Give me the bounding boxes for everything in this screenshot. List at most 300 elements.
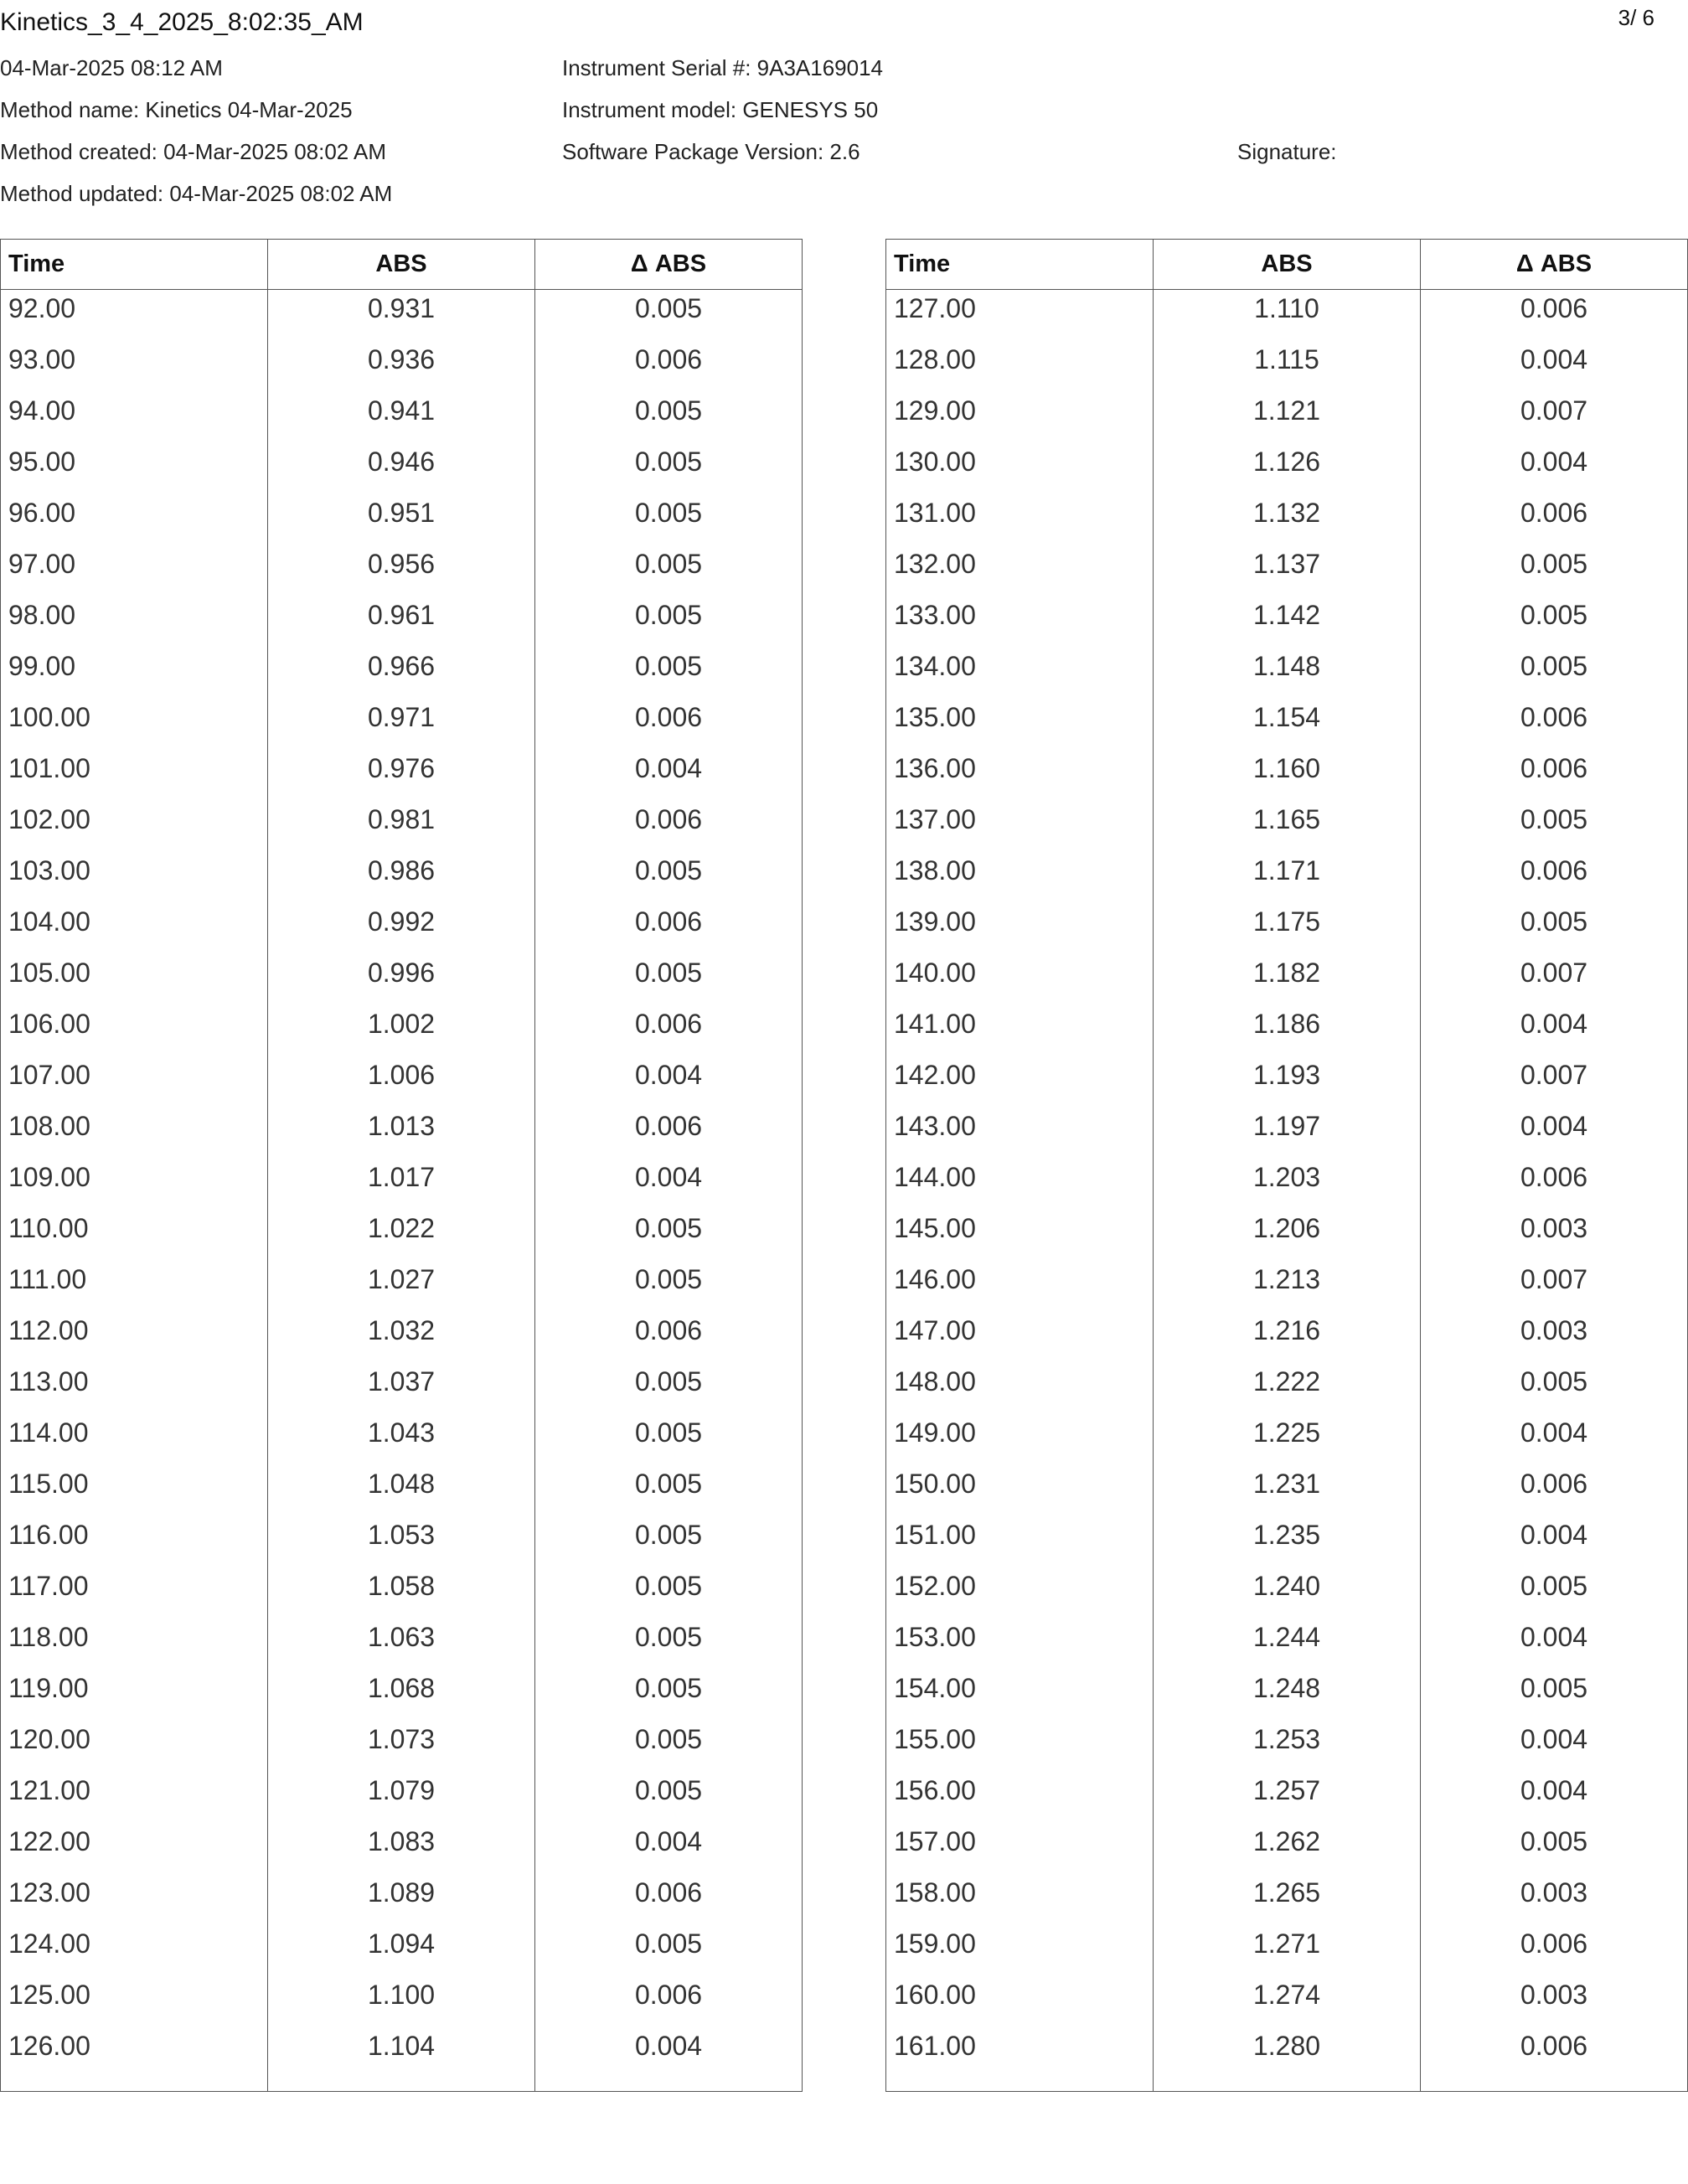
cell-abs: 1.182	[1154, 954, 1421, 1005]
table-row	[886, 1210, 1688, 1261]
cell-time: 111.00	[1, 1261, 268, 1312]
cell-abs: 1.017	[268, 1159, 535, 1210]
cell-time: 98.00	[1, 596, 268, 648]
cell-time: 141.00	[886, 1005, 1154, 1056]
cell-abs: 1.235	[1154, 1516, 1421, 1567]
cell-delta-abs: 0.004	[535, 1823, 803, 1874]
cell-time: 134.00	[886, 648, 1154, 699]
cell-abs: 1.265	[1154, 1874, 1421, 1925]
cell-abs: 0.966	[268, 648, 535, 699]
cell-delta-abs: 0.006	[1421, 494, 1688, 545]
cell-time: 108.00	[1, 1107, 268, 1159]
cell-time: 130.00	[886, 443, 1154, 494]
table-row	[1, 1823, 803, 1874]
table-row	[1, 545, 803, 596]
table-row	[886, 1925, 1688, 1976]
cell-time: 107.00	[1, 1056, 268, 1107]
cell-delta-abs: 0.005	[535, 1721, 803, 1772]
table-row	[1, 1670, 803, 1721]
cell-delta-abs: 0.004	[1421, 1721, 1688, 1772]
cell-time: 135.00	[886, 699, 1154, 750]
cell-delta-abs: 0.004	[1421, 1772, 1688, 1823]
cell-abs: 1.094	[268, 1925, 535, 1976]
cell-time: 113.00	[1, 1363, 268, 1414]
cell-delta-abs: 0.005	[535, 494, 803, 545]
cell-delta-abs: 0.006	[535, 1874, 803, 1925]
cell-time: 156.00	[886, 1772, 1154, 1823]
cell-abs: 1.165	[1154, 801, 1421, 852]
cell-time: 132.00	[886, 545, 1154, 596]
cell-abs: 1.257	[1154, 1772, 1421, 1823]
cell-abs: 1.126	[1154, 443, 1421, 494]
table-row	[886, 699, 1688, 750]
table-row	[886, 443, 1688, 494]
cell-delta-abs: 0.006	[535, 1107, 803, 1159]
cell-delta-abs: 0.005	[535, 852, 803, 903]
cell-abs: 1.148	[1154, 648, 1421, 699]
table-row	[886, 1465, 1688, 1516]
table-row	[886, 954, 1688, 1005]
cell-abs: 1.121	[1154, 392, 1421, 443]
table-row	[1, 1465, 803, 1516]
cell-time: 124.00	[1, 1925, 268, 1976]
table-row	[886, 648, 1688, 699]
cell-abs: 0.996	[268, 954, 535, 1005]
cell-delta-abs: 0.003	[1421, 1976, 1688, 2027]
cell-time: 147.00	[886, 1312, 1154, 1363]
cell-time: 161.00	[886, 2027, 1154, 2092]
cell-delta-abs: 0.007	[1421, 954, 1688, 1005]
cell-delta-abs: 0.005	[535, 1925, 803, 1976]
cell-delta-abs: 0.005	[535, 1210, 803, 1261]
column-header-time: Time	[886, 240, 1154, 290]
table-row	[886, 1056, 1688, 1107]
method-name: Method name: Kinetics 04-Mar-2025	[0, 97, 353, 122]
cell-abs: 1.175	[1154, 903, 1421, 954]
cell-time: 150.00	[886, 1465, 1154, 1516]
cell-time: 160.00	[886, 1976, 1154, 2027]
cell-time: 151.00	[886, 1516, 1154, 1567]
cell-abs: 1.083	[268, 1823, 535, 1874]
table-row	[1, 1107, 803, 1159]
cell-abs: 1.063	[268, 1619, 535, 1670]
cell-abs: 1.274	[1154, 1976, 1421, 2027]
cell-abs: 1.079	[268, 1772, 535, 1823]
cell-delta-abs: 0.004	[1421, 1107, 1688, 1159]
cell-delta-abs: 0.006	[535, 801, 803, 852]
cell-delta-abs: 0.004	[535, 2027, 803, 2092]
cell-abs: 1.006	[268, 1056, 535, 1107]
cell-time: 148.00	[886, 1363, 1154, 1414]
table-row	[1, 1721, 803, 1772]
cell-delta-abs: 0.004	[1421, 443, 1688, 494]
cell-time: 144.00	[886, 1159, 1154, 1210]
table-row	[886, 1363, 1688, 1414]
cell-time: 102.00	[1, 801, 268, 852]
cell-time: 129.00	[886, 392, 1154, 443]
cell-time: 95.00	[1, 443, 268, 494]
cell-time: 105.00	[1, 954, 268, 1005]
cell-time: 142.00	[886, 1056, 1154, 1107]
cell-abs: 1.160	[1154, 750, 1421, 801]
cell-time: 104.00	[1, 903, 268, 954]
table-row	[1, 290, 803, 342]
cell-time: 145.00	[886, 1210, 1154, 1261]
cell-abs: 1.089	[268, 1874, 535, 1925]
cell-abs: 1.142	[1154, 596, 1421, 648]
cell-time: 99.00	[1, 648, 268, 699]
cell-abs: 0.981	[268, 801, 535, 852]
table-row	[1, 1772, 803, 1823]
cell-time: 155.00	[886, 1721, 1154, 1772]
cell-time: 103.00	[1, 852, 268, 903]
report-datetime: 04-Mar-2025 08:12 AM	[0, 55, 223, 80]
cell-abs: 1.225	[1154, 1414, 1421, 1465]
table-row	[1, 1261, 803, 1312]
cell-time: 146.00	[886, 1261, 1154, 1312]
cell-time: 159.00	[886, 1925, 1154, 1976]
cell-abs: 0.971	[268, 699, 535, 750]
page-number: 3/ 6	[1618, 5, 1654, 30]
table-row	[1, 596, 803, 648]
cell-delta-abs: 0.004	[1421, 1414, 1688, 1465]
cell-abs: 1.053	[268, 1516, 535, 1567]
cell-abs: 1.002	[268, 1005, 535, 1056]
cell-abs: 0.992	[268, 903, 535, 954]
table-row	[886, 290, 1688, 342]
table-row	[1, 699, 803, 750]
cell-delta-abs: 0.005	[535, 1772, 803, 1823]
table-row	[886, 1619, 1688, 1670]
table-row	[1, 2027, 803, 2092]
cell-abs: 1.032	[268, 1312, 535, 1363]
table-row	[1, 494, 803, 545]
cell-abs: 1.013	[268, 1107, 535, 1159]
table-row	[1, 954, 803, 1005]
cell-delta-abs: 0.005	[1421, 545, 1688, 596]
cell-abs: 1.068	[268, 1670, 535, 1721]
cell-abs: 0.946	[268, 443, 535, 494]
cell-time: 143.00	[886, 1107, 1154, 1159]
cell-time: 96.00	[1, 494, 268, 545]
data-table-left	[0, 239, 803, 2092]
cell-time: 133.00	[886, 596, 1154, 648]
cell-delta-abs: 0.004	[535, 750, 803, 801]
cell-delta-abs: 0.005	[1421, 596, 1688, 648]
cell-time: 139.00	[886, 903, 1154, 954]
cell-time: 115.00	[1, 1465, 268, 1516]
table-row	[1, 1210, 803, 1261]
cell-time: 157.00	[886, 1823, 1154, 1874]
cell-delta-abs: 0.004	[535, 1056, 803, 1107]
table-row	[886, 341, 1688, 392]
method-updated: Method updated: 04-Mar-2025 08:02 AM	[0, 181, 393, 206]
table-row	[886, 596, 1688, 648]
cell-delta-abs: 0.005	[535, 648, 803, 699]
column-header-abs: ABS	[1154, 240, 1421, 290]
cell-delta-abs: 0.005	[535, 545, 803, 596]
cell-abs: 1.048	[268, 1465, 535, 1516]
table-row	[1, 1874, 803, 1925]
instrument-serial: Instrument Serial #: 9A3A169014	[562, 55, 884, 80]
cell-time: 138.00	[886, 852, 1154, 903]
cell-abs: 1.171	[1154, 852, 1421, 903]
cell-time: 158.00	[886, 1874, 1154, 1925]
cell-abs: 1.262	[1154, 1823, 1421, 1874]
cell-time: 152.00	[886, 1567, 1154, 1619]
cell-abs: 1.244	[1154, 1619, 1421, 1670]
cell-abs: 1.110	[1154, 290, 1421, 342]
cell-time: 101.00	[1, 750, 268, 801]
data-table-right	[885, 239, 1688, 2092]
cell-time: 154.00	[886, 1670, 1154, 1721]
table-row	[1, 852, 803, 903]
cell-abs: 1.222	[1154, 1363, 1421, 1414]
cell-delta-abs: 0.006	[535, 1312, 803, 1363]
cell-abs: 0.931	[268, 290, 535, 342]
cell-abs: 1.058	[268, 1567, 535, 1619]
table-row	[886, 545, 1688, 596]
table-row	[886, 903, 1688, 954]
table-row	[1, 750, 803, 801]
column-header-delta-abs: Δ ABS	[535, 240, 803, 290]
table-row	[1, 1414, 803, 1465]
cell-delta-abs: 0.004	[1421, 341, 1688, 392]
cell-delta-abs: 0.004	[1421, 1619, 1688, 1670]
cell-abs: 1.213	[1154, 1261, 1421, 1312]
cell-abs: 1.104	[268, 2027, 535, 2092]
cell-delta-abs: 0.005	[535, 1414, 803, 1465]
cell-time: 92.00	[1, 290, 268, 342]
table-row	[886, 801, 1688, 852]
cell-delta-abs: 0.005	[535, 392, 803, 443]
cell-delta-abs: 0.007	[1421, 1261, 1688, 1312]
cell-time: 110.00	[1, 1210, 268, 1261]
cell-time: 127.00	[886, 290, 1154, 342]
cell-abs: 1.073	[268, 1721, 535, 1772]
cell-delta-abs: 0.005	[535, 1516, 803, 1567]
cell-time: 131.00	[886, 494, 1154, 545]
method-created: Method created: 04-Mar-2025 08:02 AM	[0, 139, 387, 164]
cell-abs: 1.022	[268, 1210, 535, 1261]
cell-time: 112.00	[1, 1312, 268, 1363]
cell-delta-abs: 0.007	[1421, 392, 1688, 443]
software-version: Software Package Version: 2.6	[562, 139, 860, 164]
cell-delta-abs: 0.005	[535, 1619, 803, 1670]
table-header-row	[886, 240, 1688, 290]
cell-delta-abs: 0.005	[535, 1465, 803, 1516]
table-row	[886, 1312, 1688, 1363]
cell-time: 94.00	[1, 392, 268, 443]
table-row	[886, 1721, 1688, 1772]
table-row	[886, 1567, 1688, 1619]
cell-delta-abs: 0.005	[535, 290, 803, 342]
cell-delta-abs: 0.006	[535, 1005, 803, 1056]
cell-time: 117.00	[1, 1567, 268, 1619]
cell-abs: 1.240	[1154, 1567, 1421, 1619]
cell-delta-abs: 0.003	[1421, 1874, 1688, 1925]
table-row	[1, 392, 803, 443]
cell-abs: 1.231	[1154, 1465, 1421, 1516]
table-row	[1, 1516, 803, 1567]
cell-delta-abs: 0.003	[1421, 1210, 1688, 1261]
cell-delta-abs: 0.005	[1421, 1363, 1688, 1414]
cell-abs: 1.197	[1154, 1107, 1421, 1159]
cell-abs: 0.976	[268, 750, 535, 801]
cell-delta-abs: 0.005	[535, 596, 803, 648]
table-row	[886, 1670, 1688, 1721]
cell-delta-abs: 0.003	[1421, 1312, 1688, 1363]
table-row	[886, 1159, 1688, 1210]
cell-delta-abs: 0.006	[1421, 1465, 1688, 1516]
table-header-row	[1, 240, 803, 290]
cell-delta-abs: 0.005	[1421, 1567, 1688, 1619]
cell-delta-abs: 0.005	[535, 954, 803, 1005]
table-row	[1, 1312, 803, 1363]
cell-delta-abs: 0.005	[1421, 648, 1688, 699]
table-row	[1, 1363, 803, 1414]
cell-delta-abs: 0.005	[1421, 801, 1688, 852]
table-row	[1, 1159, 803, 1210]
cell-delta-abs: 0.004	[1421, 1005, 1688, 1056]
cell-delta-abs: 0.006	[1421, 750, 1688, 801]
cell-abs: 1.100	[268, 1976, 535, 2027]
cell-time: 137.00	[886, 801, 1154, 852]
cell-delta-abs: 0.006	[535, 699, 803, 750]
cell-time: 100.00	[1, 699, 268, 750]
cell-abs: 0.961	[268, 596, 535, 648]
cell-delta-abs: 0.006	[535, 341, 803, 392]
table-row	[886, 1107, 1688, 1159]
cell-time: 153.00	[886, 1619, 1154, 1670]
cell-delta-abs: 0.006	[1421, 290, 1688, 342]
cell-abs: 1.203	[1154, 1159, 1421, 1210]
cell-time: 116.00	[1, 1516, 268, 1567]
column-header-delta-abs: Δ ABS	[1421, 240, 1688, 290]
cell-time: 125.00	[1, 1976, 268, 2027]
cell-abs: 1.115	[1154, 341, 1421, 392]
cell-abs: 1.193	[1154, 1056, 1421, 1107]
table-row	[1, 1056, 803, 1107]
table-row	[1, 1976, 803, 2027]
table-row	[886, 750, 1688, 801]
cell-abs: 1.271	[1154, 1925, 1421, 1976]
cell-delta-abs: 0.005	[535, 1670, 803, 1721]
table-row	[1, 1619, 803, 1670]
cell-abs: 1.186	[1154, 1005, 1421, 1056]
cell-delta-abs: 0.004	[1421, 1516, 1688, 1567]
cell-delta-abs: 0.005	[535, 1261, 803, 1312]
cell-delta-abs: 0.006	[1421, 1925, 1688, 1976]
table-row	[1, 443, 803, 494]
cell-abs: 1.027	[268, 1261, 535, 1312]
cell-abs: 1.206	[1154, 1210, 1421, 1261]
cell-time: 136.00	[886, 750, 1154, 801]
table-row	[886, 392, 1688, 443]
cell-time: 97.00	[1, 545, 268, 596]
table-row	[1, 341, 803, 392]
column-header-time: Time	[1, 240, 268, 290]
cell-abs: 1.248	[1154, 1670, 1421, 1721]
table-row	[1, 1567, 803, 1619]
cell-abs: 0.951	[268, 494, 535, 545]
instrument-model: Instrument model: GENESYS 50	[562, 97, 879, 122]
cell-time: 121.00	[1, 1772, 268, 1823]
table-row	[886, 2027, 1688, 2092]
cell-time: 114.00	[1, 1414, 268, 1465]
cell-delta-abs: 0.006	[535, 903, 803, 954]
cell-abs: 0.936	[268, 341, 535, 392]
cell-delta-abs: 0.006	[1421, 2027, 1688, 2092]
cell-delta-abs: 0.005	[535, 1363, 803, 1414]
cell-time: 140.00	[886, 954, 1154, 1005]
column-header-abs: ABS	[268, 240, 535, 290]
cell-abs: 1.253	[1154, 1721, 1421, 1772]
cell-abs: 1.280	[1154, 2027, 1421, 2092]
cell-delta-abs: 0.005	[535, 1567, 803, 1619]
cell-delta-abs: 0.005	[535, 443, 803, 494]
cell-time: 118.00	[1, 1619, 268, 1670]
cell-delta-abs: 0.005	[1421, 1670, 1688, 1721]
cell-time: 119.00	[1, 1670, 268, 1721]
cell-time: 106.00	[1, 1005, 268, 1056]
cell-time: 126.00	[1, 2027, 268, 2092]
table-row	[1, 1005, 803, 1056]
table-row	[1, 648, 803, 699]
cell-time: 93.00	[1, 341, 268, 392]
cell-time: 149.00	[886, 1414, 1154, 1465]
cell-abs: 0.941	[268, 392, 535, 443]
cell-time: 122.00	[1, 1823, 268, 1874]
table-row	[886, 1823, 1688, 1874]
table-row	[1, 903, 803, 954]
cell-abs: 1.043	[268, 1414, 535, 1465]
cell-delta-abs: 0.007	[1421, 1056, 1688, 1107]
table-row	[886, 494, 1688, 545]
table-row	[886, 1772, 1688, 1823]
cell-abs: 1.154	[1154, 699, 1421, 750]
table-row	[886, 1414, 1688, 1465]
cell-abs: 1.037	[268, 1363, 535, 1414]
cell-abs: 1.216	[1154, 1312, 1421, 1363]
table-row	[1, 801, 803, 852]
cell-time: 120.00	[1, 1721, 268, 1772]
cell-delta-abs: 0.006	[1421, 852, 1688, 903]
cell-time: 123.00	[1, 1874, 268, 1925]
cell-delta-abs: 0.006	[1421, 699, 1688, 750]
table-row	[886, 1005, 1688, 1056]
cell-delta-abs: 0.005	[1421, 1823, 1688, 1874]
cell-time: 109.00	[1, 1159, 268, 1210]
cell-delta-abs: 0.006	[1421, 1159, 1688, 1210]
table-row	[886, 852, 1688, 903]
signature-label: Signature:	[1237, 139, 1337, 164]
table-row	[886, 1261, 1688, 1312]
table-row	[886, 1874, 1688, 1925]
cell-delta-abs: 0.006	[535, 1976, 803, 2027]
cell-abs: 0.986	[268, 852, 535, 903]
cell-abs: 0.956	[268, 545, 535, 596]
document-title: Kinetics_3_4_2025_8:02:35_AM	[0, 8, 364, 36]
table-row	[886, 1976, 1688, 2027]
cell-delta-abs: 0.005	[1421, 903, 1688, 954]
table-row	[1, 1925, 803, 1976]
table-row	[886, 1516, 1688, 1567]
cell-delta-abs: 0.004	[535, 1159, 803, 1210]
cell-time: 128.00	[886, 341, 1154, 392]
cell-abs: 1.137	[1154, 545, 1421, 596]
cell-abs: 1.132	[1154, 494, 1421, 545]
